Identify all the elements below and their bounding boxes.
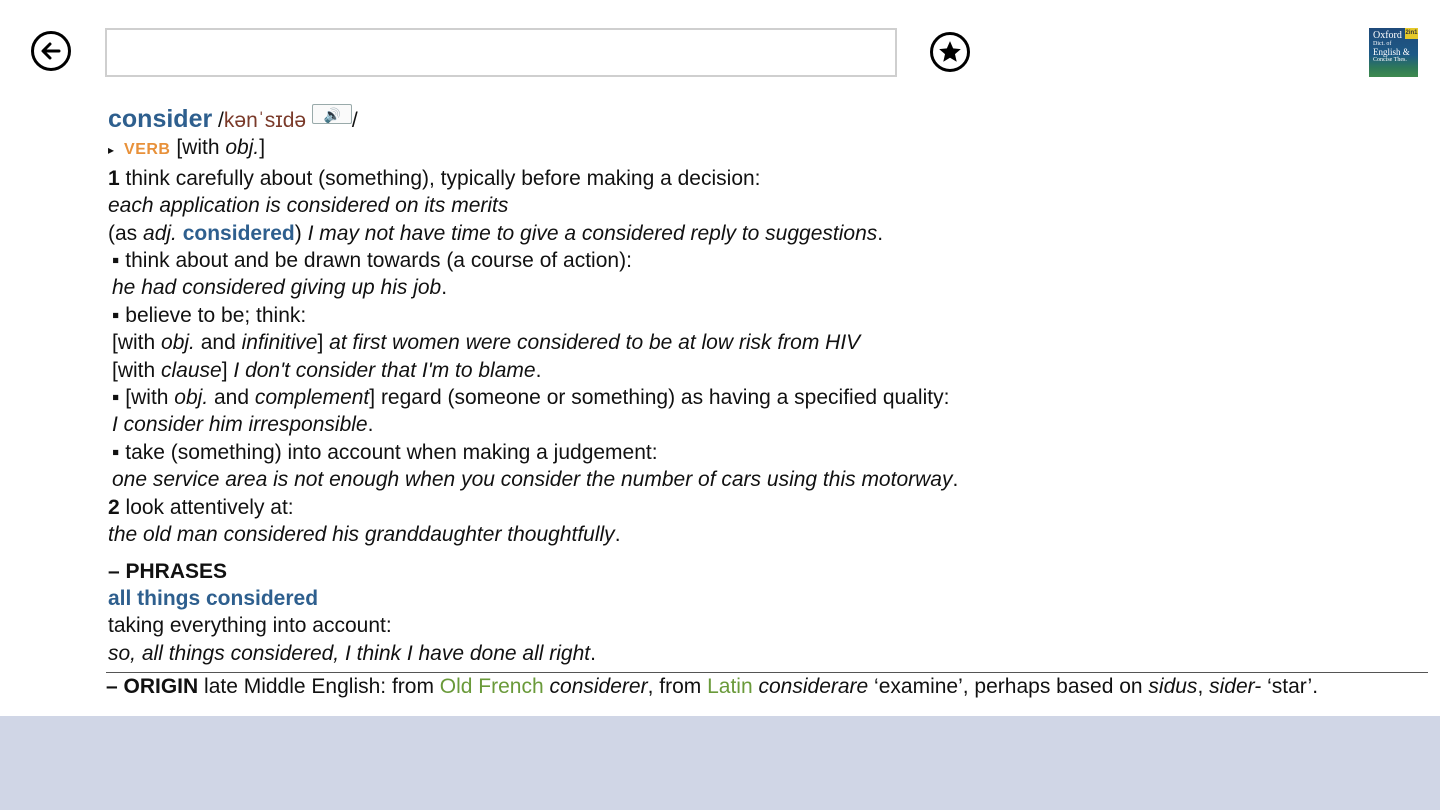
example: each application is considered on its merits (108, 194, 509, 218)
example: (as adj. considered) I may not have time to give a considered reply to suggestions. (108, 221, 884, 245)
search-input[interactable] (105, 28, 897, 77)
subsense-definition: ▪ [with obj. and complement] regard (someone or something) as having a specified quality: (112, 386, 950, 410)
headword: consider (108, 105, 213, 133)
example: so, all things considered, I think I have done all right. (108, 641, 596, 665)
sense-number: 2 (108, 495, 120, 519)
bottom-app-bar (0, 716, 1440, 810)
language-link[interactable]: Latin (707, 675, 753, 699)
pronunciation: kənˈsɪdə (223, 109, 307, 132)
language-link[interactable]: Old French (439, 675, 544, 699)
logo-line: Oxford (1373, 30, 1402, 41)
grammar-note: [with obj.] (176, 136, 266, 160)
logo-line: Concise Thes. (1373, 57, 1407, 63)
pron-slash: / (218, 109, 224, 132)
headword-line (108, 104, 1428, 134)
speaker-icon: 🔊 (323, 107, 342, 123)
phrases-heading: – PHRASES (108, 559, 228, 583)
logo-line: Dict. of (1373, 41, 1392, 47)
phrase: all things considered (108, 586, 319, 610)
sense-number: 1 (108, 166, 120, 190)
play-audio-button[interactable] (312, 104, 352, 124)
example: one service area is not enough when you consider the number of cars using this motorway. (112, 468, 959, 492)
subsense-definition: ▪ think about and be drawn towards (a course of action): (112, 249, 632, 273)
sense-definition: 1 think carefully about (something), typically before making a decision: (108, 166, 761, 190)
example: [with clause] I don't consider that I'm to blame. (112, 358, 542, 382)
app-logo (1369, 28, 1418, 77)
part-of-speech: VERB (124, 141, 171, 159)
back-arrow-icon (39, 39, 63, 63)
logo-badge: 2in1 (1405, 28, 1418, 39)
part-of-speech-line (108, 134, 1428, 164)
phrase-definition: taking everything into account: (108, 614, 392, 638)
favorite-button[interactable] (930, 32, 970, 72)
triangle-bullet-icon: ▸ (108, 143, 115, 158)
example: [with obj. and infinitive] at first women were considered to be at low risk from HIV (112, 331, 861, 355)
origin-section: – ORIGIN late Middle English: from Old French considerer, from Latin considerare ‘examine’, perhaps based on sidus, sider- ‘star’. (106, 672, 1428, 700)
example: the old man considered his granddaughter thoughtfully. (108, 523, 621, 547)
pron-slash: / (351, 109, 358, 132)
derived-word-link[interactable]: considered (182, 221, 295, 245)
back-button[interactable] (31, 31, 71, 71)
origin-label: – ORIGIN (106, 675, 199, 699)
subsense-definition: ▪ take (something) into account when making a judgement: (112, 440, 658, 464)
subsense-definition: ▪ believe to be; think: (112, 303, 307, 327)
example: he had considered giving up his job. (112, 276, 448, 300)
example: I consider him irresponsible. (112, 413, 374, 437)
sense-definition: 2 look attentively at: (108, 495, 294, 519)
star-icon (937, 39, 963, 65)
logo-line: English & (1373, 47, 1410, 57)
dictionary-entry (108, 104, 1428, 701)
